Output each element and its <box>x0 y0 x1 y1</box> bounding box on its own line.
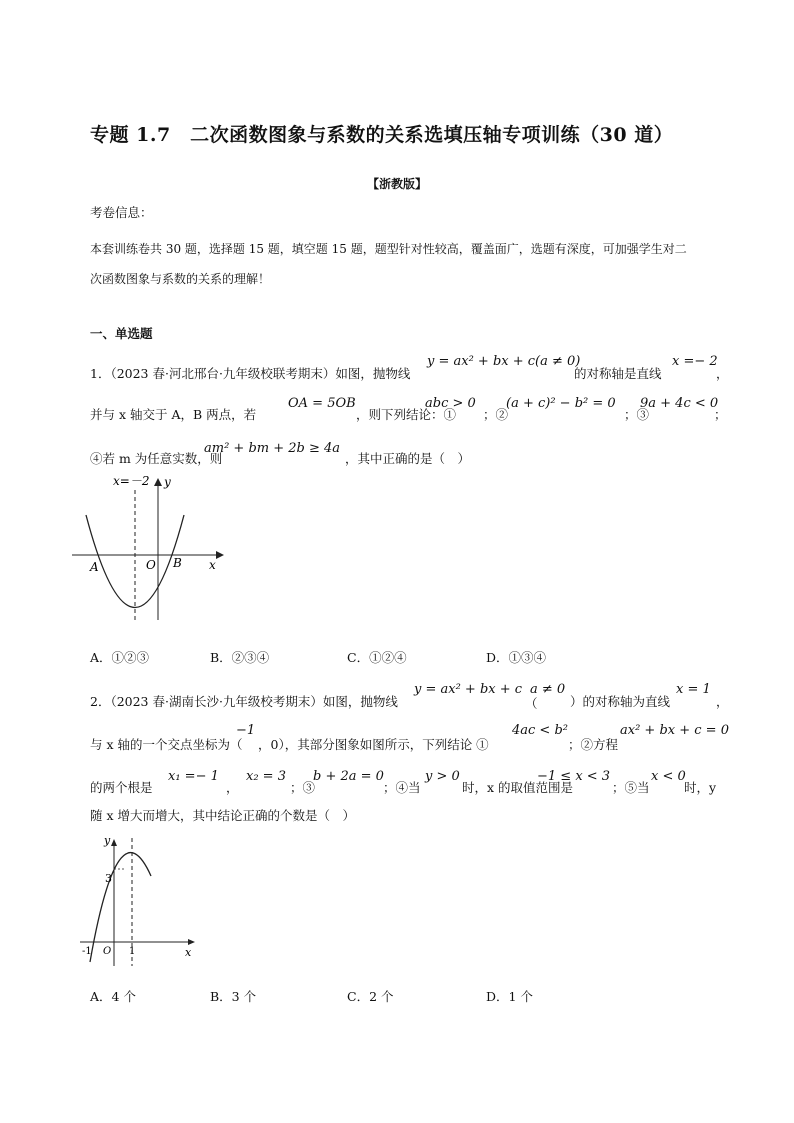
q1-line3-b: ，其中正确的是（ ） <box>345 451 471 466</box>
q1-option-b[interactable]: B．②③④ <box>210 650 270 665</box>
q2-line3-c: ；④当 <box>383 780 421 795</box>
q1-x-label: x <box>209 558 216 572</box>
q2-cond-open: （ <box>525 696 538 711</box>
q2-root-sep: ， <box>226 780 239 795</box>
q2-three-label: 3 <box>105 872 112 885</box>
q2-conclusion-4-range: −1 ≤ x < 3 <box>537 769 611 784</box>
q2-parabola-curve <box>90 853 151 962</box>
q1-conclusion-2: (a + c)² − b² = 0 <box>506 396 616 411</box>
q1-y-arrow-icon <box>154 478 162 486</box>
q1-conclusion-4: am² + bm + 2b ≥ 4a <box>204 441 341 456</box>
q2-line3-e: ；⑤当 <box>612 780 650 795</box>
q2-number-source: 2．（2023 春·湖南长沙·九年级校考期末）如图，抛物线 <box>90 694 398 709</box>
info-label: 考卷信息： <box>90 205 153 220</box>
q1-origin-label: O <box>146 558 156 572</box>
q1-oa-equation: OA = 5OB <box>288 396 356 411</box>
q2-line2-a: 与 x 轴的一个交点坐标为（ <box>90 737 243 752</box>
q1-comma: ， <box>716 366 729 381</box>
page-title: 专题 1.7 二次函数图象与系数的关系选填压轴专项训练（30 道） <box>90 124 674 146</box>
q1-conclusion-3: 9a + 4c < 0 <box>640 396 719 411</box>
q2-minus-one-label: -1 <box>82 946 92 957</box>
q1-conclusion-1: abc > 0 <box>425 396 476 411</box>
q1-number-source: 1．（2023 春·河北邢台·九年级校联考期末）如图，抛物线 <box>90 366 411 381</box>
q1-sep-2: ；③ <box>624 407 650 422</box>
q1-x-arrow-icon <box>216 551 224 559</box>
q2-conclusion-5: x < 0 <box>651 769 686 784</box>
q1-y-label: y <box>164 475 171 489</box>
q2-option-d[interactable]: D．1 个 <box>486 989 533 1004</box>
q2-line3-b: ；③ <box>290 780 316 795</box>
q2-option-c[interactable]: C．2 个 <box>347 989 394 1004</box>
q1-option-d[interactable]: D．①③④ <box>486 650 547 665</box>
q1-option-c[interactable]: C．①②④ <box>347 650 407 665</box>
q1-point-a-label: A <box>90 560 99 574</box>
q2-line3-a: 的两个根是 <box>90 780 153 795</box>
q1-axis-text: 的对称轴是直线 <box>574 366 662 381</box>
q2-y-arrow-icon <box>111 839 117 846</box>
q2-cond-close: ）的对称轴为直线 <box>570 694 671 709</box>
q2-root-1: x₁ =− 1 <box>168 769 219 784</box>
q1-line2-b: ，则下列结论：① <box>356 407 457 422</box>
q2-line3-f: 时，y <box>684 780 717 795</box>
q2-conclusion-3: b + 2a = 0 <box>313 769 384 784</box>
q1-axis-label: x=－2 <box>113 474 150 488</box>
q2-line2-b: ，0），其部分图象如图所示，下列结论 ① <box>258 737 489 752</box>
info-line-2: 次函数图象与系数的关系的理解！ <box>90 272 271 286</box>
q2-line3-d: 时，x 的取值范围是 <box>462 780 574 795</box>
q1-semicolon: ； <box>714 407 727 422</box>
q2-y-label: y <box>104 834 111 847</box>
q2-conclusion-4: y > 0 <box>425 769 460 784</box>
q2-parabola-graph <box>76 832 200 970</box>
q2-equation: y = ax² + bx + c <box>414 682 523 697</box>
q2-line2-c: ；②方程 <box>568 737 619 752</box>
q1-option-a[interactable]: A．①②③ <box>90 650 150 665</box>
q1-line2-a: 并与 x 轴交于 A，B 两点，若 <box>90 407 257 422</box>
q2-one-label: 1 <box>129 946 136 957</box>
q2-origin-label: O <box>103 946 112 957</box>
q1-axis-equation: x =− 2 <box>672 354 718 369</box>
q2-conclusion-2: ax² + bx + c = 0 <box>620 723 729 738</box>
q1-equation: y = ax² + bx + c(a ≠ 0) <box>427 354 581 369</box>
info-line-1: 本套训练卷共 30 题，选择题 15 题，填空题 15 题，题型针对性较高，覆盖面广，选题有深度，可加强学生对二 <box>90 242 687 256</box>
q2-x-label: x <box>185 946 192 959</box>
q1-sep-1: ；② <box>483 407 509 422</box>
section-heading-single-choice: 一、单选题 <box>90 326 153 341</box>
q2-root-2: x₂ = 3 <box>246 769 286 784</box>
q2-x-arrow-icon <box>188 939 195 945</box>
q2-line4: 随 x 增大而增大，其中结论正确的个数是（ ） <box>90 808 355 823</box>
q2-conclusion-1: 4ac < b² <box>512 723 568 738</box>
q2-comma: ， <box>716 694 729 709</box>
q1-line3-a: ④若 m 为任意实数，则 <box>90 451 223 466</box>
q2-option-b[interactable]: B．3 个 <box>210 989 257 1004</box>
q2-option-a[interactable]: A．4 个 <box>90 989 136 1004</box>
q2-condition: a ≠ 0 <box>530 682 566 697</box>
q1-parabola-graph <box>66 470 228 626</box>
q1-point-b-label: B <box>173 556 182 570</box>
edition-label: 【浙教版】 <box>366 177 427 191</box>
q2-axis-equation: x = 1 <box>676 682 711 697</box>
q2-point: −1 <box>236 723 256 738</box>
